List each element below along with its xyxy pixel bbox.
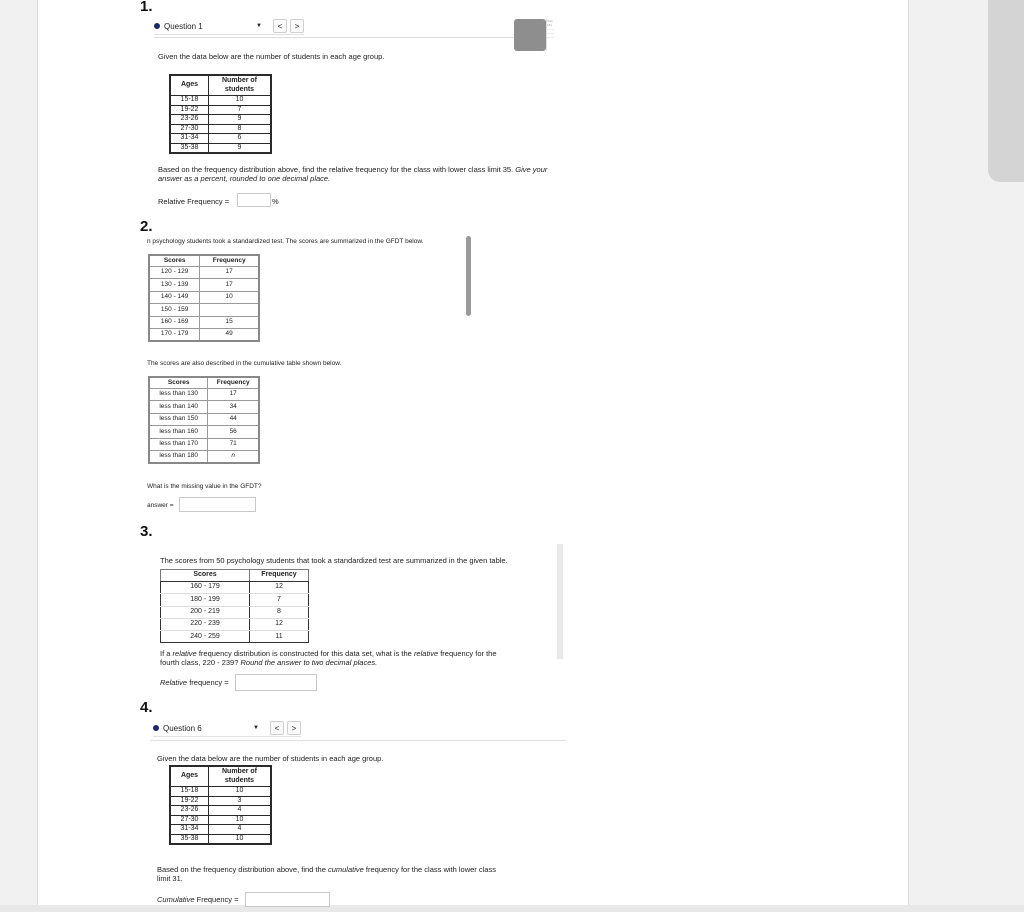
q4-answer-label: Cumulative Frequency = <box>157 895 239 904</box>
scroll-indicator <box>466 236 471 316</box>
q2-cumulative-table <box>148 376 260 464</box>
answer-input[interactable] <box>179 497 256 512</box>
divider <box>150 740 566 741</box>
table-row: less than 130 17 <box>149 388 259 401</box>
table-row: 31-34 4 <box>171 825 271 835</box>
relative-frequency-input[interactable] <box>237 193 271 207</box>
table-row: 130 - 139 17 <box>149 279 259 292</box>
q4-intro: Given the data below are the number of students in each age group. <box>157 754 384 763</box>
table-row: 35-38 10 <box>171 834 271 844</box>
table-header: Number of students <box>209 76 271 96</box>
q3-answer-label: Relative frequency = <box>160 678 229 687</box>
relative-frequency-input-2[interactable] <box>235 674 317 691</box>
bottom-strip <box>0 905 1024 912</box>
table-header: Scores <box>161 570 250 582</box>
prev-question-button[interactable]: < <box>273 19 287 33</box>
percent-unit: % <box>272 197 279 206</box>
table-row: 27-30 10 <box>171 815 271 825</box>
table-row: 15-18 10 <box>171 787 271 797</box>
table-header: Frequency <box>250 570 309 582</box>
side-edge <box>557 544 563 659</box>
question-selector-1[interactable] <box>154 18 304 35</box>
table-row: 200 - 219 8 <box>161 606 309 618</box>
q2-cumulative-intro: The scores are also described in the cumulative table shown below. <box>147 360 342 367</box>
prev-question-button[interactable]: < <box>270 721 284 735</box>
overlay-tab <box>514 19 546 51</box>
table-row: less than 150 44 <box>149 413 259 426</box>
table-row: less than 180 n <box>149 451 259 464</box>
table-row: 170 - 179 49 <box>149 329 259 342</box>
table-row: 23-26 9 <box>171 115 271 125</box>
side-panel-shadow <box>988 0 1024 182</box>
q1-answer-label: Relative Frequency = <box>158 197 230 206</box>
cumulative-frequency-input[interactable] <box>245 892 330 907</box>
q3-frequency-table <box>160 569 309 643</box>
table-header: Frequency <box>208 377 259 388</box>
table-row: 19-22 7 <box>171 105 271 115</box>
table-row: less than 170 71 <box>149 438 259 451</box>
table-header: Scores <box>149 255 200 266</box>
table-header: Ages <box>171 767 209 787</box>
q2-answer-label: answer = <box>147 502 174 509</box>
question-selector-label: Question 6 <box>163 723 202 733</box>
q3-prompt: If a relative frequency distribution is constructed for this data set, what is the relative frequency for the fourth class, 220 - 239? Round the answer to two decimal places. <box>160 649 497 667</box>
question-selector-4[interactable] <box>153 720 301 737</box>
next-question-button[interactable]: > <box>287 721 301 735</box>
question-number-4: 4. <box>140 699 153 716</box>
table-row: 19-22 3 <box>171 796 271 806</box>
table-row: 23-26 4 <box>171 806 271 816</box>
question-number-1: 1. <box>140 0 153 15</box>
q4-prompt: Based on the frequency distribution above, find the cumulative frequency for the class with lower class limit 31. <box>157 865 496 883</box>
q3-intro: The scores from 50 psychology students that took a standardized test are summarized in the given table. <box>160 556 508 565</box>
table-row: 120 - 129 17 <box>149 266 259 279</box>
table-row: 220 - 239 12 <box>161 618 309 630</box>
table-header: Scores <box>149 377 208 388</box>
table-row: less than 160 56 <box>149 426 259 439</box>
q1-intro: Given the data below are the number of students in each age group. <box>158 52 385 61</box>
dropdown-caret-icon[interactable]: ▼ <box>256 23 262 29</box>
next-question-button[interactable]: > <box>290 19 304 33</box>
table-row: 160 - 169 15 <box>149 316 259 329</box>
table-header: Number of students <box>209 767 271 787</box>
q1-frequency-table <box>170 75 271 153</box>
q4-frequency-table <box>170 766 271 844</box>
bullet-icon <box>153 725 159 731</box>
table-header: Frequency <box>200 255 259 266</box>
question-number-2: 2. <box>140 218 153 235</box>
table-row: less than 140 34 <box>149 401 259 414</box>
question-number-3: 3. <box>140 523 153 540</box>
table-row: 140 - 149 10 <box>149 291 259 304</box>
table-row: 240 - 259 11 <box>161 631 309 643</box>
q2-question: What is the missing value in the GFDT? <box>147 483 262 490</box>
divider <box>154 37 562 38</box>
table-header: Ages <box>171 76 209 96</box>
q2-gfdt-table <box>148 254 260 342</box>
q2-intro: n psychology students took a standardized test. The scores are summarized in the GFDT below. <box>147 238 424 245</box>
table-row: 27-30 8 <box>171 124 271 134</box>
table-row: 150 - 159 <box>149 304 259 317</box>
table-row: 31-34 6 <box>171 134 271 144</box>
q1-prompt: Based on the frequency distribution above, find the relative frequency for the class with lower class limit 35. Give your answer as a percent, rounded to one decimal place. <box>158 165 548 183</box>
dropdown-caret-icon[interactable]: ▼ <box>253 725 259 731</box>
table-row: 180 - 199 7 <box>161 594 309 606</box>
table-row: 15-18 10 <box>171 96 271 106</box>
overlay-thumbnail: Sort 181 — — — — — — <box>546 19 565 51</box>
table-row: 35-38 9 <box>171 143 271 153</box>
question-selector-label: Question 1 <box>164 21 203 31</box>
bullet-icon <box>154 23 160 29</box>
table-row: 160 - 179 12 <box>161 582 309 594</box>
